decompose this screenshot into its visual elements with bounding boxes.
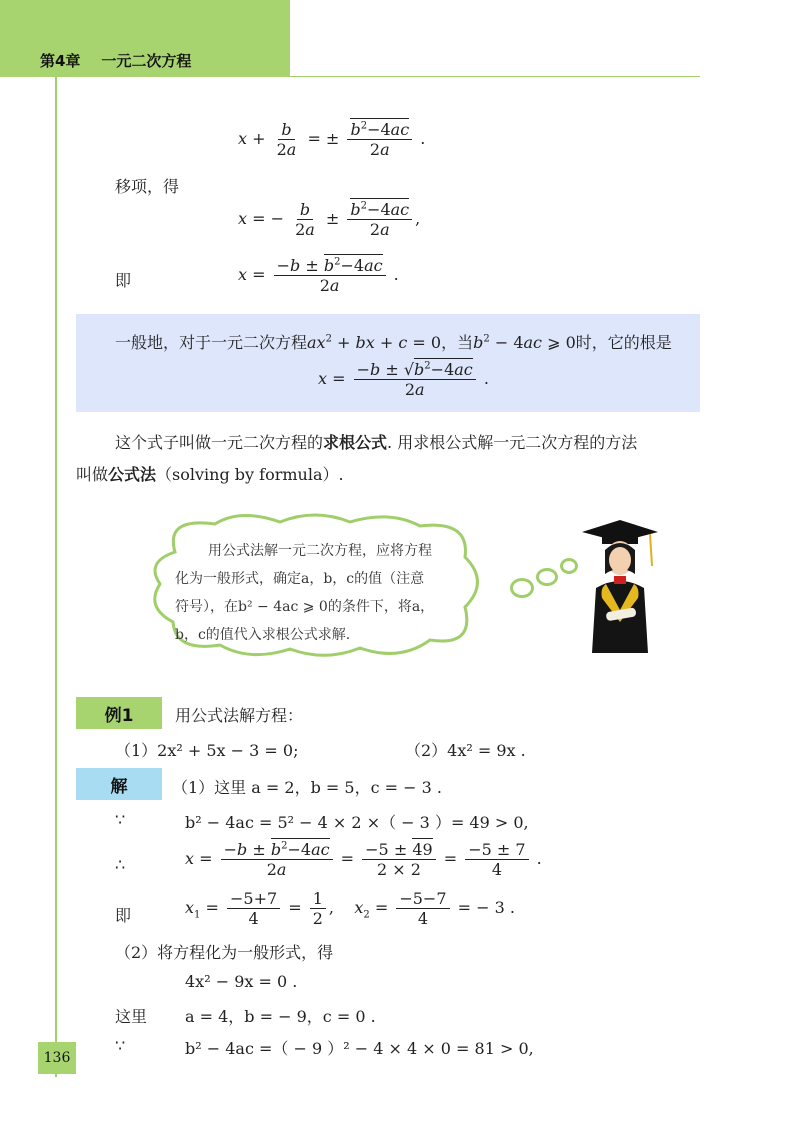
therefore-symbol: ∴ xyxy=(115,855,126,874)
naming-line-1: 这个式子叫做一元二次方程的求根公式. 用求根公式解一元二次方程的方法 xyxy=(115,433,638,452)
page-number: 136 xyxy=(38,1042,76,1074)
here-label: 这里 xyxy=(115,1007,148,1026)
example-equation-1: （1）2x² + 5x − 3 = 0; xyxy=(115,741,299,760)
solution-part1-coeffs: （1）这里 a = 2，b = 5，c = − 3 . xyxy=(172,778,442,797)
chapter-title: 第4章 一元二次方程 xyxy=(40,52,192,70)
derivation-step-2: x = − $\frac{b}{2a}$ ± $\frac{b^2-4ac}{2a}$ , xyxy=(238,200,421,240)
discriminant-1: b² − 4ac = 5² − 4 × 2 ×（ − 3 ）= 49 > 0, xyxy=(185,813,529,832)
formula-substitution-1: x = $\frac{-b \pm b^2-4ac}{2a}$ = $\frac{-5 \pm 49}{2 \times 2}$ = $\frac{-5 \pm 7}{4}$ . xyxy=(185,840,542,880)
example-equation-2: （2）4x² = 9x . xyxy=(405,741,526,760)
solution-part2-equation: 4x² − 9x = 0 . xyxy=(185,972,298,991)
general-statement: 一般地，对于一元二次方程$ax^2$ + bx + c = 0，当$b^2 - 4ac$ ⩾ 0时，它的根是 xyxy=(115,333,672,352)
tip-line-3: 符号），在b² − 4ac ⩾ 0的条件下，将a， xyxy=(175,599,435,615)
tip-line-4: b，c的值代入求根公式求解. xyxy=(175,627,351,643)
tip-line-1: 用公式法解一元二次方程，应将方程 xyxy=(208,543,432,559)
because-symbol-1: ∵ xyxy=(115,810,126,829)
example-prompt: 用公式法解方程： xyxy=(175,706,304,725)
roots-part1: $x_1$ = $\frac{-5+7}{4}$ = $\frac{1}{2}$ , $x_2$ = $\frac{-5-7}{4}$ = − 3 . xyxy=(185,889,515,929)
thought-bubble-tiny xyxy=(560,558,578,574)
header-rule xyxy=(290,76,700,77)
tip-line-2: 化为一般形式，确定a，b，c的值（注意 xyxy=(175,571,425,587)
graduate-student-illustration xyxy=(580,518,660,653)
solution-part2-intro: （2）将方程化为一般形式，得 xyxy=(115,943,334,962)
thought-bubble-small xyxy=(510,578,534,598)
derivation-step-3: x = $\frac{-b \pm b^2-4ac}{2a}$ . xyxy=(238,256,399,296)
because-symbol-2: ∵ xyxy=(115,1036,126,1055)
move-label: 移项，得 xyxy=(115,177,180,196)
solution-label: 解 xyxy=(76,768,162,800)
quadratic-formula: x = $\frac{-b \pm √b^2-4ac}{2a}$ . xyxy=(318,360,489,400)
then-label: 即 xyxy=(115,271,132,290)
naming-line-2: 叫做公式法（solving by formula）. xyxy=(76,465,344,484)
ji-label: 即 xyxy=(115,906,132,925)
thought-bubble-mid xyxy=(536,568,558,586)
derivation-step-1: x + $\frac{b}{2a}$ = ± $\frac{b^2-4ac}{2a}$ . xyxy=(238,120,426,160)
example-label: 例1 xyxy=(76,697,162,729)
solution-part2-coeffs: a = 4，b = − 9，c = 0 . xyxy=(185,1007,376,1026)
discriminant-2: b² − 4ac =（ − 9 ）² − 4 × 4 × 0 = 81 > 0, xyxy=(185,1039,534,1058)
margin-rule xyxy=(55,77,57,1077)
